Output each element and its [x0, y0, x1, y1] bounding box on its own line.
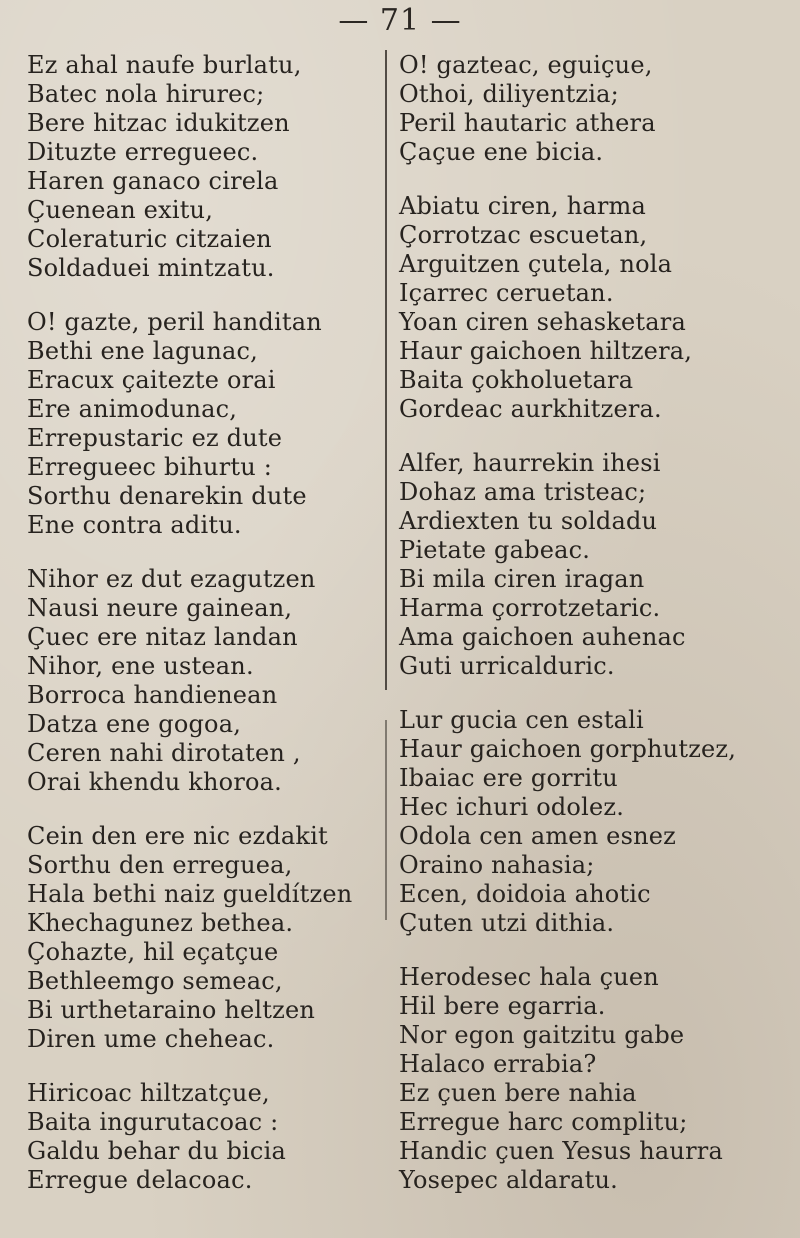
stanza [27, 308, 372, 540]
verse-line: Batec nola hirurec; [27, 80, 265, 108]
page-number: — 71 — [338, 3, 462, 38]
verse-line: Bi mila ciren iragan [399, 565, 645, 593]
stanza [27, 1079, 372, 1195]
verse-line: Halaco errabia? [399, 1050, 597, 1078]
stanza [399, 449, 789, 681]
stanza [399, 51, 789, 167]
verse-line: Bi urthetaraino heltzen [27, 996, 316, 1024]
verse-line: Erregue delacoac. [27, 1166, 253, 1194]
verse-line: Erregue harc complitu; [399, 1108, 688, 1136]
verse-line: Ez çuen bere nahia [399, 1079, 637, 1107]
verse-line: Sorthu den erreguea, [27, 851, 293, 879]
left-column [27, 51, 372, 1220]
verse-line: Ama gaichoen auhenac [399, 623, 686, 651]
verse-line: Orai khendu khoroa. [27, 768, 282, 796]
verse-line: Eracux çaitezte orai [27, 366, 276, 394]
verse-line: Haren ganaco cirela [27, 167, 279, 195]
verse-line: Pietate gabeac. [399, 536, 591, 564]
verse-line: Peril hautaric athera [399, 109, 656, 137]
verse-line: Nihor ez dut ezagutzen [27, 565, 316, 593]
verse-line: Hala bethi naiz gueldítzen [27, 880, 353, 908]
verse-line: Çuten utzi dithia. [399, 909, 615, 937]
stanza [399, 963, 789, 1195]
verse-line: Othoi, diliyentzia; [399, 80, 619, 108]
verse-line: Khechagunez bethea. [27, 909, 294, 937]
verse-line: Dohaz ama tristeac; [399, 478, 647, 506]
verse-line: Harma çorrotzetaric. [399, 594, 661, 622]
verse-line: Baita ingurutacoac : [27, 1108, 279, 1136]
verse-line: Erregueec bihurtu : [27, 453, 273, 481]
stanza [27, 51, 372, 283]
stanza [27, 565, 372, 797]
verse-line: Odola cen amen esnez [399, 822, 677, 850]
verse-line: Guti urricalduric. [399, 652, 615, 680]
verse-line: Haur gaichoen gorphutzez, [399, 735, 737, 763]
verse-line: Ere animodunac, [27, 395, 238, 423]
verse-line: Nihor, ene ustean. [27, 652, 254, 680]
column-divider [385, 50, 387, 690]
verse-line: Arguitzen çutela, nola [399, 250, 673, 278]
verse-line: Alfer, haurrekin ihesi [399, 449, 661, 477]
verse-line: Baita çokholuetara [399, 366, 634, 394]
stanza [399, 706, 789, 938]
verse-line: Abiatu ciren, harma [399, 192, 647, 220]
verse-line: Sorthu denarekin dute [27, 482, 307, 510]
verse-line: Ene contra aditu. [27, 511, 242, 539]
verse-line: Çuec ere nitaz landan [27, 623, 298, 651]
verse-line: Oraino nahasia; [399, 851, 595, 879]
verse-line: Soldaduei mintzatu. [27, 254, 275, 282]
verse-line: O! gazte, peril handitan [27, 308, 322, 336]
stanza [27, 822, 372, 1054]
verse-line: Lur gucia cen estali [399, 706, 644, 734]
verse-line: Hec ichuri odolez. [399, 793, 625, 821]
verse-line: Çaçue ene bicia. [399, 138, 604, 166]
verse-line: Datza ene gogoa, [27, 710, 242, 738]
verse-line: Hil bere egarria. [399, 992, 606, 1020]
verse-line: Haur gaichoen hiltzera, [399, 337, 693, 365]
verse-line: Ez ahal naufe burlatu, [27, 51, 302, 79]
verse-line: Çorrotzac escuetan, [399, 221, 648, 249]
verse-line: Yosepec aldaratu. [399, 1166, 618, 1194]
verse-line: Coleraturic citzaien [27, 225, 272, 253]
verse-line: Errepustaric ez dute [27, 424, 283, 452]
verse-line: Nor egon gaitzitu gabe [399, 1021, 685, 1049]
verse-line: Ecen, doidoia ahotic [399, 880, 651, 908]
verse-line: Dituzte erregueec. [27, 138, 259, 166]
verse-line: Herodesec hala çuen [399, 963, 659, 991]
verse-line: Çohazte, hil eçatçue [27, 938, 279, 966]
verse-line: Bethi ene lagunac, [27, 337, 258, 365]
verse-line: Nausi neure gainean, [27, 594, 293, 622]
stanza [399, 192, 789, 424]
verse-line: Yoan ciren sehasketara [399, 308, 686, 336]
verse-line: Ardiexten tu soldadu [399, 507, 658, 535]
verse-line: Ibaiac ere gorritu [399, 764, 618, 792]
verse-line: Cein den ere nic ezdakit [27, 822, 328, 850]
verse-line: Handic çuen Yesus haurra [399, 1137, 723, 1165]
verse-line: Diren ume cheheac. [27, 1025, 275, 1053]
verse-line: Galdu behar du bicia [27, 1137, 286, 1165]
column-divider-lower [385, 720, 387, 920]
verse-line: Ceren nahi dirotaten , [27, 739, 301, 767]
verse-line: Çuenean exitu, [27, 196, 214, 224]
verse-line: Içarrec ceruetan. [399, 279, 614, 307]
verse-line: Borroca handienean [27, 681, 278, 709]
verse-line: Bere hitzac idukitzen [27, 109, 290, 137]
verse-line: Hiricoac hiltzatçue, [27, 1079, 270, 1107]
verse-line: Gordeac aurkhitzera. [399, 395, 662, 423]
verse-line: O! gazteac, eguiçue, [399, 51, 653, 79]
right-column [399, 51, 789, 1220]
verse-line: Bethleemgo semeac, [27, 967, 283, 995]
